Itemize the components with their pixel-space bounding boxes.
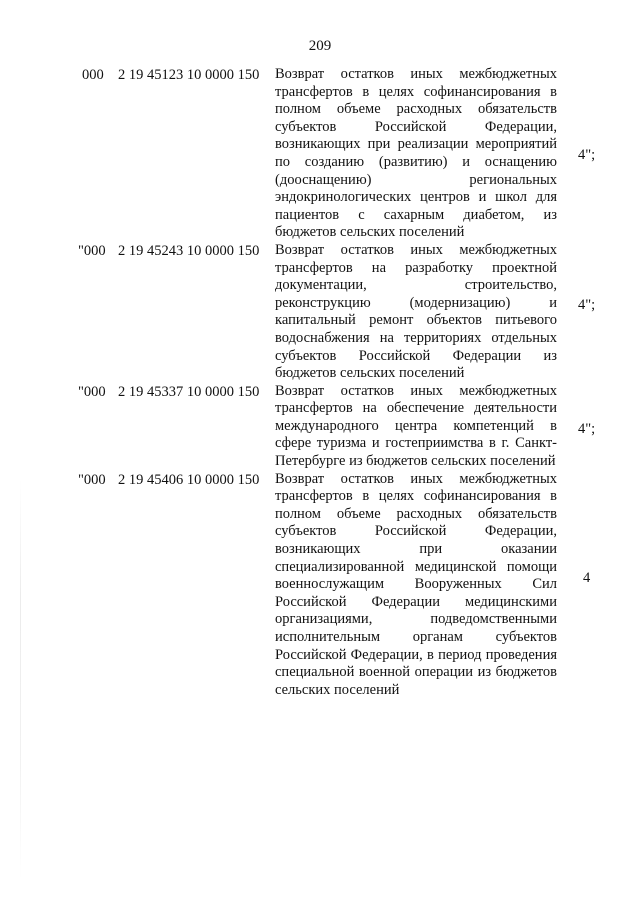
income-description: Возврат остатков иных межбюджетных трансфертов на разработку проектной документации, строительство, реконструкцию (модернизацию) и капитальный ремонт объектов питьевого водоснабжения на территориях отдельных субъектов Российской Федерации из бюджетов сельских поселений xyxy=(275,241,557,382)
budget-classification-code: 2 19 45406 10 0000 150 xyxy=(118,471,260,488)
amount-value: 4"; xyxy=(578,296,596,313)
income-description: Возврат остатков иных межбюджетных трансфертов в целях софинансирования в полном объеме расходных обязательств субъектов Российской Федерации, возникающих при реализации мероприятий по созданию (развитию) и оснащению (дооснащению) региональных эндокринологических центров и школ для пациентов с сахарным диабетом, из бюджетов сельских поселений xyxy=(275,66,557,241)
amount-value: 4"; xyxy=(578,420,596,437)
budget-classification-code: 2 19 45123 10 0000 150 xyxy=(118,67,260,83)
amount-value: 4 xyxy=(583,569,591,586)
admin-code: "000 xyxy=(78,471,106,488)
scan-artifact-line xyxy=(20,480,21,880)
admin-code: 000 xyxy=(82,67,104,83)
table-row xyxy=(0,66,640,242)
income-description: Возврат остатков иных межбюджетных трансфертов в целях софинансирования в полном объеме расходных обязательств субъектов Российской Федерации, возникающих при оказании специализированной медицинской помощи военнослужащим Вооруженных Сил Российской Федерации медицинскими организациями, подведомственными исполнительным органам субъектов Российской Федерации, в период проведения специальной военной операции из бюджетов сельских поселений xyxy=(275,470,557,698)
table-row xyxy=(0,471,640,700)
budget-classification-code: 2 19 45243 10 0000 150 xyxy=(118,242,260,259)
budget-classification-code: 2 19 45337 10 0000 150 xyxy=(118,383,260,400)
admin-code: "000 xyxy=(78,383,106,400)
table-row xyxy=(0,383,640,471)
income-description: Возврат остатков иных межбюджетных трансфертов на обеспечение деятельности международного центра компетенций в сфере туризма и гостеприимства в г. Санкт-Петербурге из бюджетов сельских поселений xyxy=(275,382,557,470)
table-row xyxy=(0,242,640,383)
page-number: 209 xyxy=(308,38,332,54)
admin-code: "000 xyxy=(78,242,106,259)
budget-code-table xyxy=(0,66,640,699)
amount-value: 4"; xyxy=(578,147,596,163)
